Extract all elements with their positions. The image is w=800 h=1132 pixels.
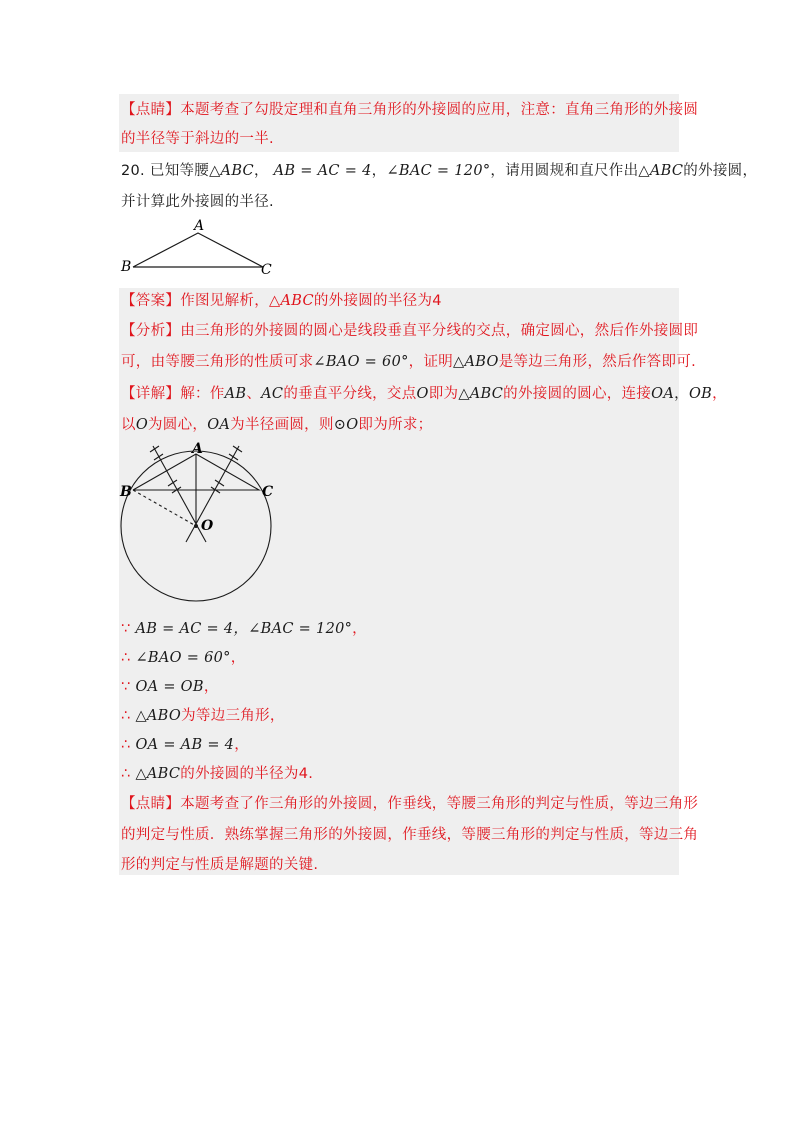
detail-line1: 【详解】解：作AB、AC的垂直平分线，交点O即为△ABC的外接圆的圆心，连接OA，OB， bbox=[121, 386, 727, 402]
label-b: B bbox=[120, 484, 132, 500]
vertex-label-c: C bbox=[261, 262, 272, 278]
vertex-label-b: B bbox=[121, 259, 132, 275]
detail-line2: 以O为圆心，OA为半径画圆，则⊙O即为所求； bbox=[121, 417, 433, 433]
proof-line: ∴ △ABO为等边三角形， bbox=[121, 708, 285, 724]
label-a: A bbox=[192, 441, 203, 457]
proof-line: ∴ OA = AB = 4， bbox=[121, 737, 250, 753]
proof-line: ∵ OA = OB， bbox=[121, 679, 219, 695]
answer-line: 【答案】作图见解析，△ABC的外接圆的半径为4 bbox=[121, 293, 442, 309]
vertex-label-a: A bbox=[194, 218, 205, 234]
label-o: O bbox=[201, 518, 214, 534]
final-comment-line1: 【点睛】本题考查了作三角形的外接圆，作垂线，等腰三角形的判定与性质，等边三角形 bbox=[121, 796, 699, 812]
triangle-figure bbox=[118, 216, 278, 278]
label-c: C bbox=[262, 484, 274, 500]
perpendicular-bisector-ab bbox=[153, 446, 206, 542]
problem-line1: 20. 已知等腰△ABC， AB = AC = 4，∠BAC = 120°，请用圆规和直尺作出△ABC的外接圆， bbox=[121, 163, 758, 179]
proof-line: ∴ △ABC的外接圆的半径为4. bbox=[121, 766, 314, 782]
analysis-line2: 可，由等腰三角形的性质可求∠BAO = 60°，证明△ABO是等边三角形，然后作答即可. bbox=[121, 354, 696, 370]
proof-line: ∵ AB = AC = 4，∠BAC = 120°， bbox=[121, 621, 367, 637]
center-point-o bbox=[194, 524, 198, 528]
prev-comment-line1: 【点睛】本题考查了勾股定理和直角三角形的外接圆的应用，注意：直角三角形的外接圆 bbox=[121, 102, 699, 118]
segment-ob-dashed bbox=[133, 490, 196, 526]
arc-mark-ac-bottom bbox=[211, 480, 224, 493]
prev-comment-line2: 的半径等于斜边的一半. bbox=[121, 131, 274, 147]
analysis-line1: 【分析】由三角形的外接圆的圆心是线段垂直平分线的交点，确定圆心，然后作外接圆即 bbox=[121, 323, 699, 339]
final-comment-line3: 形的判定与性质是解题的关键. bbox=[121, 857, 319, 873]
problem-line2: 并计算此外接圆的半径. bbox=[121, 194, 274, 210]
proof-line: ∴ ∠BAO = 60°， bbox=[121, 650, 246, 666]
circumcircle-figure bbox=[116, 438, 286, 610]
final-comment-line2: 的判定与性质．熟练掌握三角形的外接圆，作垂线，等腰三角形的判定与性质，等边三角 bbox=[121, 827, 699, 843]
arc-mark-ab-bottom bbox=[168, 480, 181, 493]
